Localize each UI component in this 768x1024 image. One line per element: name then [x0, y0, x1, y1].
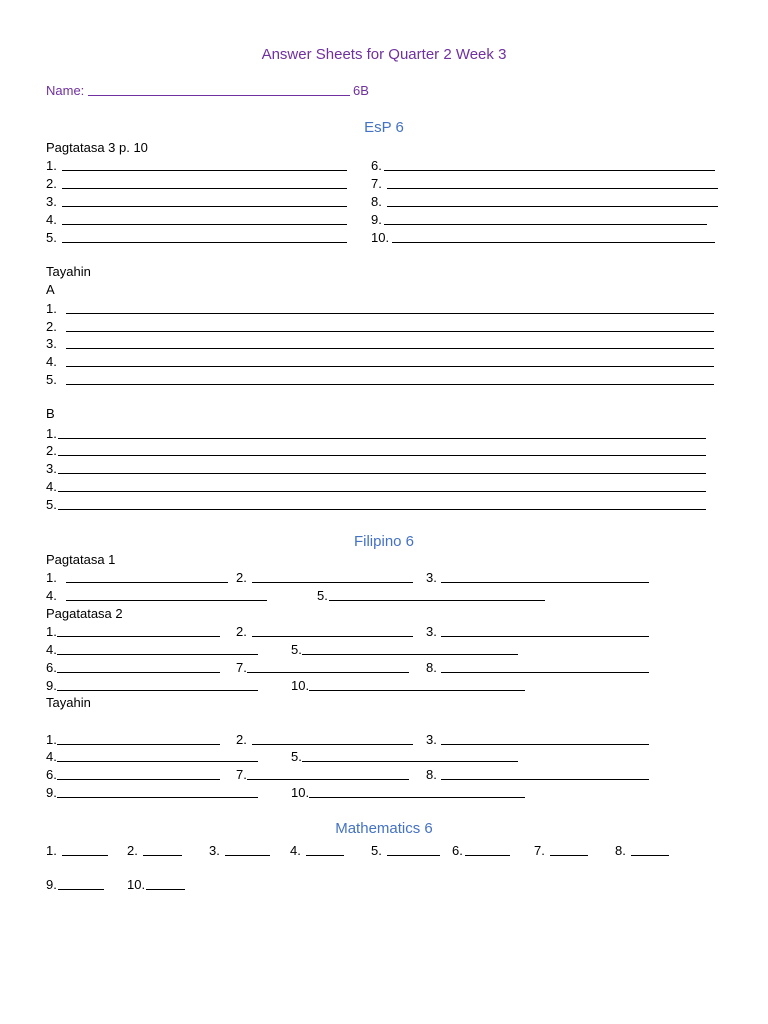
item-number: 7. [236, 660, 247, 675]
mathematics-item [290, 842, 301, 860]
answer-blank [62, 206, 347, 207]
mathematics-item [371, 842, 382, 860]
item-number: 6. [452, 843, 463, 858]
item-number: 3. [426, 624, 437, 639]
item-number: 5. [46, 230, 57, 245]
esp-tayahin-a-item [46, 335, 57, 353]
filipino-pagtatasa-1-item [236, 569, 247, 587]
answer-blank [58, 889, 104, 890]
filipino-pagtatasa-1-label: Pagtatasa 1 [46, 552, 116, 567]
esp-pagtatasa-item [46, 211, 57, 229]
answer-blank [143, 855, 182, 856]
item-number: 3. [46, 194, 57, 209]
item-number: 4. [46, 749, 57, 764]
answer-blank [441, 582, 649, 583]
item-number: 10. [371, 230, 390, 245]
esp-pagtatasa-item [46, 193, 57, 211]
answer-blank [58, 455, 706, 456]
filipino-tayahin-item [46, 748, 57, 766]
answer-blank [384, 224, 707, 225]
answer-blank [62, 855, 108, 856]
answer-blank [58, 473, 706, 474]
filipino-tayahin-item [426, 766, 437, 784]
item-number: 9. [371, 212, 382, 227]
item-number: 2. [46, 319, 57, 334]
esp-tayahin-b-item [46, 425, 57, 443]
answer-blank [58, 509, 706, 510]
mathematics-item [209, 842, 220, 860]
answer-blank [57, 779, 220, 780]
answer-blank [58, 491, 706, 492]
esp-tayahin-a-item [46, 318, 57, 336]
item-number: 4. [46, 354, 57, 369]
esp-tayahin-b-item [46, 460, 57, 478]
item-number: 1. [46, 843, 57, 858]
mathematics-item [127, 876, 145, 894]
answer-blank [387, 206, 718, 207]
answer-blank [57, 797, 258, 798]
esp-tayahin-part-b-label: B [46, 406, 55, 421]
item-number: 4. [46, 642, 57, 657]
answer-blank [387, 188, 718, 189]
filipino-pagtatasa-1-item [317, 587, 328, 605]
name-label: Name: [46, 83, 85, 98]
filipino-tayahin-item [236, 731, 247, 749]
filipino-tayahin-item [291, 748, 302, 766]
answer-blank [57, 636, 220, 637]
item-number: 8. [615, 843, 626, 858]
filipino-pagtatasa-1-item [46, 587, 57, 605]
esp-tayahin-part-a-label: A [46, 282, 55, 297]
esp-tayahin-b-item [46, 478, 57, 496]
item-number: 3. [426, 570, 437, 585]
mathematics-item [615, 842, 626, 860]
answer-blank [252, 636, 413, 637]
mathematics-item [46, 842, 57, 860]
esp-pagtatasa-item [371, 229, 389, 247]
filipino-pagtatasa-2-item [236, 659, 247, 677]
filipino-tayahin-item [291, 784, 309, 802]
filipino-pagtatasa-2-item [291, 641, 302, 659]
item-number: 3. [426, 732, 437, 747]
answer-blank [247, 672, 409, 673]
answer-blank [441, 672, 649, 673]
name-blank [88, 95, 350, 96]
filipino-tayahin-item [46, 784, 57, 802]
answer-blank [247, 779, 409, 780]
item-number: 2. [46, 176, 57, 191]
filipino-pagtatasa-2-label: Pagatatasa 2 [46, 606, 123, 621]
answer-blank [62, 188, 347, 189]
item-number: 7. [371, 176, 382, 191]
answer-blank [58, 438, 706, 439]
answer-blank [387, 855, 440, 856]
item-number: 7. [534, 843, 545, 858]
filipino-pagtatasa-2-item [426, 659, 437, 677]
item-number: 2. [236, 624, 247, 639]
mathematics-item [452, 842, 463, 860]
esp-pagtatasa-label: Pagtatasa 3 p. 10 [46, 140, 148, 155]
item-number: 1. [46, 624, 57, 639]
item-number: 8. [426, 660, 437, 675]
answer-blank [302, 761, 518, 762]
item-number: 8. [426, 767, 437, 782]
filipino-pagtatasa-2-item [46, 659, 57, 677]
item-number: 2. [236, 570, 247, 585]
answer-blank [329, 600, 545, 601]
answer-blank [62, 242, 347, 243]
item-number: 4. [46, 212, 57, 227]
item-number: 10. [291, 785, 310, 800]
esp-tayahin-b-item [46, 442, 57, 460]
answer-blank [441, 779, 649, 780]
item-number: 5. [317, 588, 328, 603]
item-number: 4. [46, 588, 57, 603]
filipino-pagtatasa-2-item [426, 623, 437, 641]
item-number: 5. [46, 497, 57, 512]
esp-pagtatasa-item [371, 193, 382, 211]
item-number: 5. [371, 843, 382, 858]
item-number: 3. [46, 461, 57, 476]
answer-blank [550, 855, 588, 856]
answer-blank [252, 744, 413, 745]
filipino-pagtatasa-2-item [46, 641, 57, 659]
filipino-tayahin-item [46, 731, 57, 749]
answer-blank [62, 170, 347, 171]
item-number: 1. [46, 301, 57, 316]
answer-blank [66, 313, 714, 314]
answer-blank [66, 366, 714, 367]
mathematics-item [46, 876, 57, 894]
mathematics-heading: Mathematics 6 [335, 820, 433, 837]
answer-blank [66, 331, 714, 332]
filipino-tayahin-label: Tayahin [46, 695, 91, 710]
name-field [46, 82, 386, 100]
esp-tayahin-a-item [46, 353, 57, 371]
answer-blank [309, 690, 525, 691]
answer-blank [66, 600, 267, 601]
esp-tayahin-a-item [46, 371, 57, 389]
item-number: 2. [127, 843, 138, 858]
answer-blank [225, 855, 270, 856]
answer-blank [441, 636, 649, 637]
filipino-pagtatasa-1-item [426, 569, 437, 587]
esp-pagtatasa-item [371, 157, 382, 175]
esp-pagtatasa-item [46, 229, 57, 247]
item-number: 1. [46, 570, 57, 585]
item-number: 10. [127, 877, 146, 892]
esp-tayahin-b-item [46, 496, 57, 514]
answer-blank [62, 224, 347, 225]
filipino-tayahin-item [236, 766, 247, 784]
answer-blank [146, 889, 185, 890]
answer-blank [309, 797, 525, 798]
mathematics-item [127, 842, 138, 860]
item-number: 3. [46, 336, 57, 351]
answer-blank [57, 690, 258, 691]
answer-blank [631, 855, 669, 856]
item-number: 5. [291, 749, 302, 764]
answer-blank [302, 654, 518, 655]
filipino-pagtatasa-2-item [236, 623, 247, 641]
esp-pagtatasa-item [46, 157, 57, 175]
filipino-pagtatasa-2-item [46, 677, 57, 695]
filipino-pagtatasa-1-item [46, 569, 57, 587]
filipino-pagtatasa-2-item [46, 623, 57, 641]
esp-pagtatasa-item [371, 175, 382, 193]
filipino-tayahin-item [46, 766, 57, 784]
section-label: 6B [353, 83, 369, 98]
esp-pagtatasa-item [371, 211, 382, 229]
filipino-heading: Filipino 6 [353, 533, 415, 550]
esp-heading: EsP 6 [364, 119, 404, 136]
item-number: 4. [46, 479, 57, 494]
item-number: 3. [209, 843, 220, 858]
document-title: Answer Sheets for Quarter 2 Week 3 [261, 46, 507, 63]
item-number: 9. [46, 678, 57, 693]
answer-blank [57, 744, 220, 745]
item-number: 6. [46, 767, 57, 782]
filipino-tayahin-item [426, 731, 437, 749]
item-number: 5. [46, 372, 57, 387]
answer-blank [441, 744, 649, 745]
item-number: 6. [46, 660, 57, 675]
item-number: 1. [46, 158, 57, 173]
item-number: 6. [371, 158, 382, 173]
answer-blank [66, 582, 228, 583]
answer-blank [66, 348, 714, 349]
item-number: 5. [291, 642, 302, 657]
answer-blank [66, 384, 714, 385]
esp-tayahin-a-item [46, 300, 57, 318]
esp-pagtatasa-item [46, 175, 57, 193]
item-number: 10. [291, 678, 310, 693]
filipino-pagtatasa-2-item [291, 677, 309, 695]
item-number: 7. [236, 767, 247, 782]
answer-blank [57, 672, 220, 673]
item-number: 1. [46, 426, 57, 441]
answer-blank [57, 761, 258, 762]
answer-blank [306, 855, 344, 856]
answer-blank [57, 654, 258, 655]
answer-blank [392, 242, 715, 243]
esp-tayahin-label: Tayahin [46, 264, 91, 279]
item-number: 9. [46, 877, 57, 892]
item-number: 9. [46, 785, 57, 800]
item-number: 4. [290, 843, 301, 858]
mathematics-item [534, 842, 545, 860]
answer-blank [252, 582, 413, 583]
item-number: 8. [371, 194, 382, 209]
answer-blank [465, 855, 510, 856]
item-number: 2. [46, 443, 57, 458]
item-number: 2. [236, 732, 247, 747]
answer-blank [384, 170, 715, 171]
item-number: 1. [46, 732, 57, 747]
